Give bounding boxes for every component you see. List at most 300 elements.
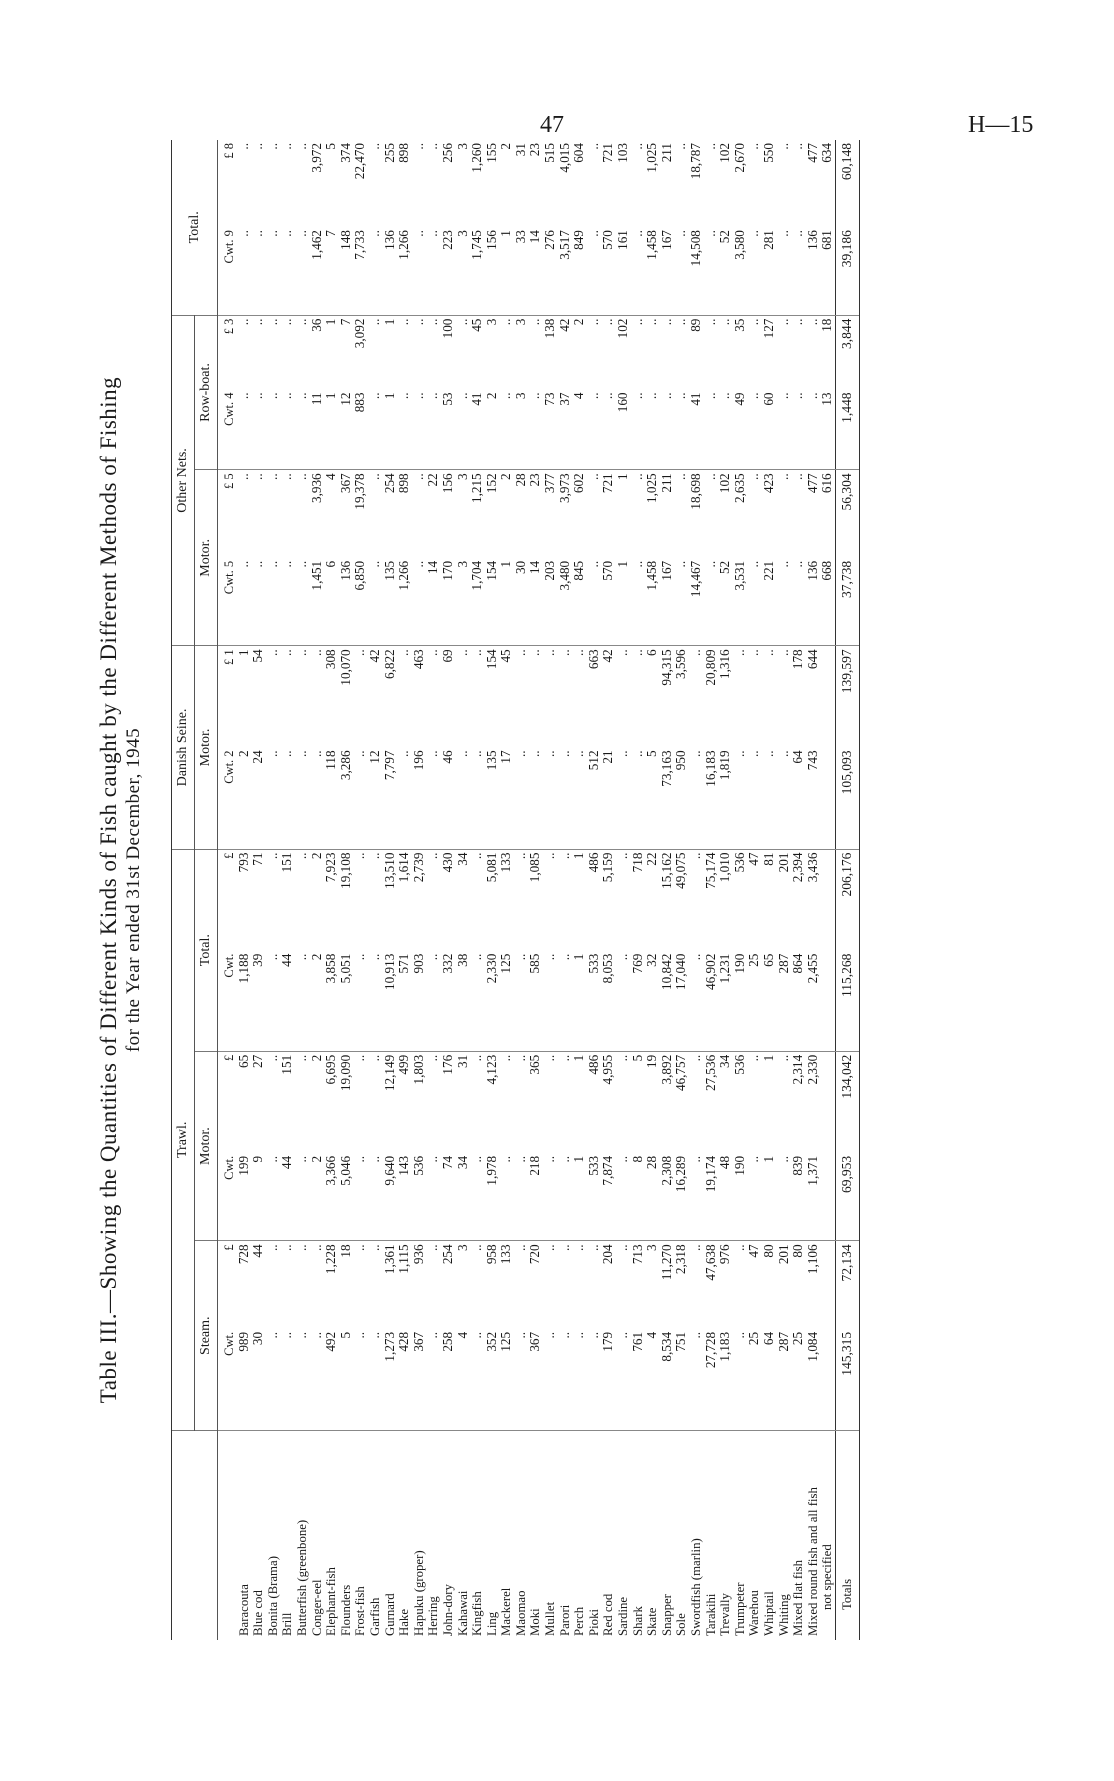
value-cell: ..: [425, 852, 441, 860]
value-cell: ..: [353, 1329, 368, 1431]
value-cell: 45: [498, 649, 514, 663]
value-cell: ..: [629, 473, 645, 480]
value-cell: ..: [237, 389, 252, 469]
value-cell: 1: [571, 852, 587, 860]
table-row: [660, 140, 675, 1640]
value-cell: 2: [498, 473, 514, 480]
value-cell: ..: [293, 318, 309, 326]
value-cell: 499: [396, 1054, 412, 1075]
value-cell: 22: [425, 473, 441, 487]
value-cell: 17,040: [674, 951, 689, 1052]
value-cell: 41: [470, 389, 485, 469]
value-cell: 15,162: [658, 852, 674, 889]
value-cell: ..: [791, 558, 806, 646]
unit-cell: £ 1: [222, 649, 236, 665]
value-cell: 533: [587, 1153, 602, 1241]
value-cell: ..: [456, 389, 471, 469]
nets-motor-header: Motor.: [195, 470, 218, 646]
value-cell: 1,183: [718, 1329, 733, 1431]
value-cell: 155: [483, 143, 499, 163]
value-cell: 1: [323, 318, 339, 326]
value-cell: ..: [587, 558, 602, 646]
value-cell: ..: [470, 747, 485, 849]
value-cell: 7,923: [323, 852, 339, 883]
table-row: [397, 140, 412, 1640]
total-cell: 60,148: [835, 140, 859, 227]
value-cell: 211: [658, 473, 674, 493]
value-cell: 17: [499, 747, 514, 849]
value-cell: ..: [512, 1244, 528, 1251]
value-cell: 713: [629, 1244, 645, 1265]
value-cell: 430: [439, 852, 455, 873]
value-cell: 49: [733, 389, 748, 469]
value-cell: ..: [702, 143, 718, 150]
unit-cell: Cwt.: [218, 1153, 237, 1241]
value-cell: 1,273: [383, 1329, 398, 1431]
value-cell: ..: [235, 143, 251, 150]
value-cell: ..: [352, 1054, 368, 1062]
fish-name: Butterfish (greenbone): [294, 1519, 309, 1636]
value-cell: ..: [558, 747, 573, 849]
value-cell: 1: [571, 1054, 587, 1062]
value-cell: 73,163: [660, 747, 675, 849]
fish-name: Whiptail: [761, 1591, 776, 1636]
value-cell: ..: [775, 473, 791, 480]
value-cell: 28: [645, 1153, 660, 1241]
value-cell: ..: [237, 558, 252, 646]
value-cell: 22,470: [352, 143, 368, 180]
value-cell: ..: [543, 1329, 558, 1431]
value-cell: ..: [601, 389, 616, 469]
value-cell: ..: [366, 318, 382, 326]
value-cell: ..: [235, 318, 251, 326]
value-cell: 118: [324, 747, 339, 849]
value-cell: 179: [601, 1329, 616, 1431]
value-cell: ..: [293, 1244, 309, 1251]
value-cell: 477: [804, 143, 820, 163]
value-cell: ..: [425, 318, 441, 326]
value-cell: 571: [397, 951, 412, 1052]
value-cell: 45: [469, 318, 485, 332]
value-cell: ..: [425, 1244, 441, 1251]
table-row: [689, 140, 704, 1640]
value-cell: 46: [441, 747, 456, 849]
value-cell: ..: [456, 747, 471, 849]
value-cell: 3,892: [658, 1054, 674, 1085]
value-cell: ..: [512, 852, 528, 860]
value-cell: [820, 1241, 835, 1329]
value-cell: 1,978: [485, 1153, 500, 1241]
value-cell: ..: [631, 389, 646, 469]
table-body: [218, 140, 836, 1640]
value-cell: 3,531: [733, 558, 748, 646]
value-cell: 18,787: [688, 143, 703, 180]
value-cell: 428: [397, 1329, 412, 1431]
fish-name: Hake: [397, 1609, 412, 1636]
value-cell: 136: [806, 558, 821, 646]
value-cell: 151: [279, 1054, 295, 1075]
value-cell: ..: [295, 951, 310, 1052]
value-cell: ..: [397, 747, 412, 849]
value-cell: ..: [775, 143, 791, 150]
value-cell: 281: [762, 227, 777, 315]
value-cell: 1: [235, 649, 251, 656]
value-cell: 160: [616, 389, 631, 469]
value-cell: 52: [718, 558, 733, 646]
value-cell: 4,015: [556, 143, 572, 173]
value-cell: 720: [527, 1244, 543, 1265]
value-cell: 11,270: [658, 1244, 674, 1281]
value-cell: 201: [775, 852, 791, 873]
value-cell: ..: [279, 143, 295, 150]
value-cell: 898: [396, 143, 412, 163]
value-cell: ..: [673, 318, 689, 326]
value-cell: 19,108: [337, 852, 353, 889]
value-cell: 5: [645, 747, 660, 849]
value-cell: 25: [747, 951, 762, 1052]
value-cell: 133: [498, 852, 514, 873]
fish-name: Maomao: [513, 1590, 528, 1636]
value-cell: 6: [644, 649, 660, 656]
value-cell: 3,480: [558, 558, 573, 646]
value-cell: 1: [383, 389, 398, 469]
fish-catch-table: [171, 140, 860, 1640]
unit-cell: Cwt.: [218, 951, 237, 1052]
value-cell: 27,728: [704, 1329, 719, 1431]
value-cell: ..: [397, 389, 412, 469]
value-cell: 47,638: [702, 1244, 718, 1281]
value-cell: 663: [585, 649, 601, 670]
value-cell: 1,316: [717, 649, 733, 680]
unit-cell: £ 8: [222, 143, 236, 159]
value-cell: ..: [587, 389, 602, 469]
value-cell: 52: [718, 227, 733, 315]
value-cell: 3,517: [558, 227, 573, 315]
table-row: [674, 140, 689, 1640]
value-cell: 536: [412, 1153, 427, 1241]
value-cell: ..: [295, 747, 310, 849]
value-cell: ..: [470, 1329, 485, 1431]
value-cell: 1: [572, 1153, 587, 1241]
fish-name: Mullet: [543, 1601, 558, 1636]
value-cell: 167: [660, 558, 675, 646]
fish-name: Sole: [674, 1613, 689, 1636]
value-cell: 9,640: [383, 1153, 398, 1241]
value-cell: 6: [324, 558, 339, 646]
value-cell: ..: [368, 951, 383, 1052]
fish-name: Brill: [280, 1612, 295, 1636]
value-cell: ..: [514, 747, 529, 849]
value-cell: 1,084: [806, 1329, 821, 1431]
value-cell: 135: [485, 747, 500, 849]
value-cell: 18,698: [688, 473, 703, 510]
value-cell: ..: [425, 1054, 441, 1062]
total-cell: 56,304: [835, 470, 859, 558]
value-cell: 681: [820, 227, 835, 315]
table-row: [339, 140, 354, 1640]
value-cell: ..: [279, 1244, 295, 1251]
value-cell: ..: [762, 747, 777, 849]
value-cell: ..: [717, 318, 733, 326]
value-cell: 89: [688, 318, 703, 332]
value-cell: ..: [251, 558, 266, 646]
value-cell: 46,757: [673, 1054, 689, 1092]
table-row: [353, 140, 368, 1640]
value-cell: 5: [629, 1054, 645, 1062]
fish-name: Hapuku (groper): [411, 1550, 426, 1636]
value-cell: 10,842: [660, 951, 675, 1052]
value-cell: 34: [456, 1153, 471, 1241]
value-cell: 3,092: [352, 318, 368, 349]
value-cell: 477: [804, 473, 820, 494]
table-row: [762, 140, 777, 1640]
value-cell: 3,580: [733, 227, 748, 315]
value-cell: 20,809: [702, 649, 718, 686]
value-cell: 30: [251, 1329, 266, 1431]
value-cell: 5,081: [483, 852, 499, 883]
value-cell: 6,822: [381, 649, 397, 680]
value-cell: ..: [366, 143, 382, 150]
table-row: [237, 140, 252, 1640]
value-cell: ..: [266, 227, 281, 315]
value-cell: 2: [308, 1054, 324, 1062]
value-cell: ..: [512, 1054, 528, 1062]
value-cell: ..: [264, 649, 280, 656]
value-cell: ..: [718, 389, 733, 469]
value-cell: ..: [250, 143, 266, 150]
total-cell: 134,042: [835, 1051, 859, 1153]
value-cell: ..: [280, 558, 295, 646]
value-cell: 25: [747, 1329, 762, 1431]
value-cell: 1: [499, 227, 514, 315]
value-cell: 2,330: [485, 951, 500, 1052]
value-cell: 31: [512, 143, 528, 157]
value-cell: ..: [585, 318, 601, 326]
fish-name: Gurnard: [382, 1593, 397, 1636]
total-cell: 145,315: [835, 1329, 859, 1431]
value-cell: ..: [746, 318, 762, 326]
value-cell: 3,436: [804, 852, 820, 883]
value-cell: ..: [250, 473, 266, 480]
trawl-steam-header: Steam.: [195, 1241, 218, 1431]
table-row: [631, 140, 646, 1640]
value-cell: 18: [819, 318, 835, 332]
fish-name: Swordfish (marlin): [689, 1538, 703, 1636]
value-cell: [820, 747, 835, 849]
value-cell: ..: [528, 389, 543, 469]
fish-name: Parori: [557, 1604, 572, 1636]
value-cell: 69: [439, 649, 455, 663]
fish-name: Bonita (Brama): [265, 1556, 280, 1636]
value-cell: ..: [352, 852, 368, 860]
value-cell: 570: [601, 558, 616, 646]
value-cell: 14: [528, 227, 543, 315]
value-cell: 839: [791, 1153, 806, 1241]
value-cell: 5,159: [600, 852, 616, 883]
value-cell: ..: [310, 747, 325, 849]
fish-name: Kingfish: [470, 1591, 485, 1636]
table-row: [251, 140, 266, 1640]
table-row: [543, 140, 558, 1640]
table-row: [718, 140, 733, 1640]
value-cell: 10,913: [383, 951, 398, 1052]
total-cell: 72,134: [835, 1241, 859, 1329]
value-cell: ..: [295, 1153, 310, 1241]
value-cell: ..: [470, 951, 485, 1052]
fish-name: Conger-eel: [309, 1579, 324, 1636]
value-cell: 769: [631, 951, 646, 1052]
value-cell: 849: [572, 227, 587, 315]
table-row: [645, 140, 660, 1640]
totals-label: Totals: [835, 1431, 859, 1641]
value-cell: ..: [558, 1153, 573, 1241]
total-cell: 206,176: [835, 849, 859, 951]
value-cell: 154: [483, 649, 499, 670]
value-cell: 1: [760, 1054, 776, 1062]
value-cell: ..: [542, 1054, 558, 1062]
fish-name: Mixed flat fish: [791, 1559, 806, 1636]
value-cell: 604: [571, 143, 587, 163]
value-cell: 1,085: [527, 852, 543, 883]
value-cell: ..: [425, 649, 441, 656]
value-cell: 751: [674, 1329, 689, 1431]
value-cell: 3: [456, 558, 471, 646]
value-cell: ..: [616, 747, 631, 849]
value-cell: 4: [645, 1329, 660, 1431]
value-cell: ..: [368, 389, 383, 469]
value-cell: ..: [280, 389, 295, 469]
value-cell: 75,174: [702, 852, 718, 889]
value-cell: ..: [804, 318, 820, 326]
value-cell: ..: [674, 558, 689, 646]
fish-name: Perch: [572, 1606, 587, 1636]
value-cell: 135: [383, 558, 398, 646]
value-cell: 36: [308, 318, 324, 332]
value-cell: ..: [368, 1329, 383, 1431]
value-cell: ..: [251, 227, 266, 315]
value-cell: ..: [499, 1153, 514, 1241]
value-cell: 14: [528, 558, 543, 646]
value-cell: 30: [514, 558, 529, 646]
table-row: [733, 140, 748, 1640]
value-cell: 5: [323, 143, 339, 150]
value-cell: ..: [514, 1329, 529, 1431]
value-cell: 1,451: [310, 558, 325, 646]
value-cell: ..: [747, 558, 762, 646]
value-cell: 2,318: [673, 1244, 689, 1275]
value-cell: 2,739: [410, 852, 426, 883]
value-cell: 152: [483, 473, 499, 494]
value-cell: 3: [454, 473, 470, 480]
value-cell: ..: [293, 1054, 309, 1062]
value-cell: 223: [441, 227, 456, 315]
value-cell: ..: [615, 852, 631, 860]
value-cell: 883: [353, 389, 368, 469]
value-cell: 1,215: [469, 473, 485, 504]
table-row: [441, 140, 456, 1640]
trawl-header: Trawl.: [172, 849, 195, 1430]
value-cell: ..: [571, 1244, 587, 1251]
value-cell: 276: [543, 227, 558, 315]
value-cell: ..: [352, 1244, 368, 1251]
value-cell: 53: [441, 389, 456, 469]
value-cell: ..: [251, 389, 266, 469]
table-row: [499, 140, 514, 1640]
value-cell: 308: [323, 649, 339, 670]
value-cell: 3: [454, 1244, 470, 1251]
value-cell: 64: [791, 747, 806, 849]
value-cell: ..: [310, 1329, 325, 1431]
value-cell: 9: [251, 1153, 266, 1241]
value-cell: 3,972: [308, 143, 324, 173]
value-cell: ..: [543, 1153, 558, 1241]
value-cell: 136: [806, 227, 821, 315]
value-cell: 102: [615, 318, 631, 339]
value-cell: ..: [775, 649, 791, 656]
value-cell: ..: [556, 1054, 572, 1062]
value-cell: 38: [456, 951, 471, 1052]
value-cell: 11: [310, 389, 325, 469]
value-cell: ..: [543, 951, 558, 1052]
fish-name: Ling: [484, 1611, 499, 1636]
value-cell: 2,308: [660, 1153, 675, 1241]
value-cell: ..: [585, 1244, 601, 1251]
value-cell: 644: [804, 649, 820, 670]
value-cell: 743: [806, 747, 821, 849]
value-cell: ..: [791, 389, 806, 469]
table-row: [266, 140, 281, 1640]
value-cell: 19,090: [337, 1054, 353, 1092]
value-cell: 14,508: [689, 227, 704, 315]
value-cell: 4: [323, 473, 339, 480]
table-subtitle: for the Year ended 31st December, 1945: [123, 727, 144, 1053]
total-cell: 3,844: [835, 315, 859, 389]
table-row: [485, 140, 500, 1640]
value-cell: 616: [819, 473, 835, 494]
total-cell: 139,597: [835, 646, 859, 748]
value-cell: ..: [629, 143, 645, 150]
unit-cell: Cwt. 5: [218, 558, 237, 646]
value-cell: ..: [733, 747, 748, 849]
table-row: [587, 140, 602, 1640]
value-cell: ..: [760, 649, 776, 656]
value-cell: ..: [264, 473, 280, 480]
value-cell: 39: [251, 951, 266, 1052]
value-cell: 976: [717, 1244, 733, 1265]
value-cell: 367: [528, 1329, 543, 1431]
value-cell: 64: [762, 1329, 777, 1431]
value-cell: ..: [280, 227, 295, 315]
value-cell: 1,266: [397, 558, 412, 646]
value-cell: 125: [499, 1329, 514, 1431]
value-cell: 1: [572, 951, 587, 1052]
value-cell: ..: [542, 1244, 558, 1251]
value-cell: 138: [542, 318, 558, 339]
unit-cell: Cwt. 9: [218, 227, 237, 315]
value-cell: 1,803: [410, 1054, 426, 1085]
value-cell: 28: [512, 473, 528, 487]
unit-cell: £: [222, 852, 236, 859]
value-cell: 255: [381, 143, 397, 163]
value-cell: ..: [689, 747, 704, 849]
value-cell: ..: [558, 1329, 573, 1431]
value-cell: 1,458: [645, 227, 660, 315]
value-cell: 27,536: [702, 1054, 718, 1092]
value-cell: 4: [456, 1329, 471, 1431]
unit-cell: Cwt. 2: [218, 747, 237, 849]
fish-name: Trevally: [718, 1593, 733, 1636]
value-cell: 1: [762, 1153, 777, 1241]
